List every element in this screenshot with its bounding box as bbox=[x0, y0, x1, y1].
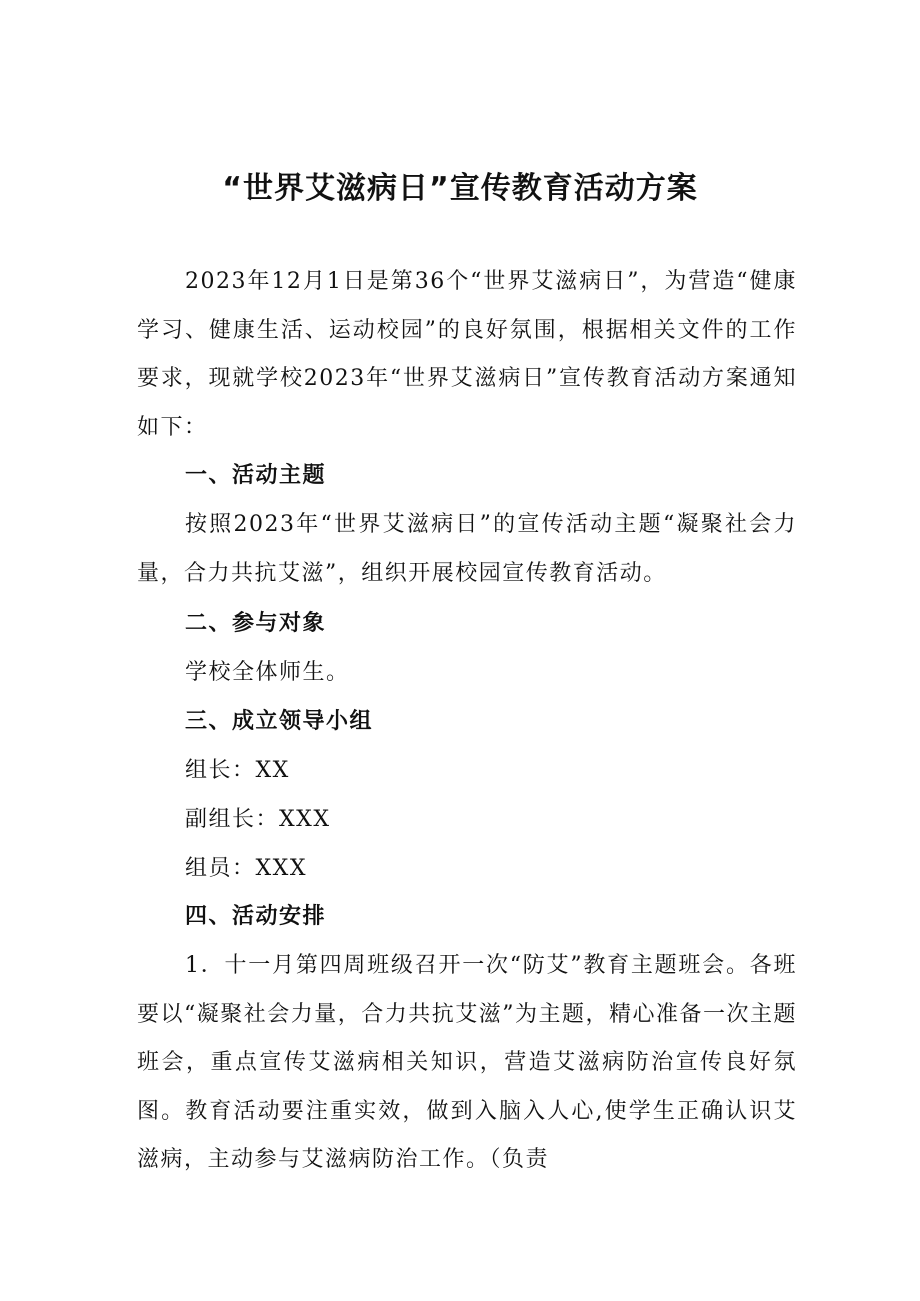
intro-paragraph: 2023年12月1日是第36个“世界艾滋病日”，为营造“健康学习、健康生活、运动校园”的良好氛围，根据相关文件的工作要求，现就学校2023年“世界艾滋病日”宣传教育活动方案通知如下： bbox=[137, 269, 797, 440]
deputy-leader-line: 副组长：XXX bbox=[185, 807, 331, 832]
section-heading-schedule: 四、活动安排 bbox=[185, 904, 327, 929]
section-heading-participants: 二、参与对象 bbox=[185, 611, 327, 636]
document-title: “世界艾滋病日”宣传教育活动方案 bbox=[222, 171, 698, 206]
schedule-item-1: 1．十一月第四周班级召开一次“防艾”教育主题班会。各班要以“凝聚社会力量，合力共抗艾滋”为主题，精心准备一次主题班会，重点宣传艾滋病相关知识，营造艾滋病防治宣传良好氛图。教育活动要注重实效，做到入脑入人心,使学生正确认识艾滋病，主动参与艾滋病防治工作。（负责 bbox=[137, 953, 797, 1173]
section-heading-theme: 一、活动主题 bbox=[185, 463, 327, 488]
participants-text: 学校全体师生。 bbox=[185, 660, 350, 685]
section-heading-leadership: 三、成立领导小组 bbox=[185, 709, 374, 734]
leader-line: 组长：XX bbox=[185, 758, 290, 783]
theme-paragraph: 按照2023年“世界艾滋病日”的宣传活动主题“凝聚社会力量，合力共抗艾滋”，组织开展校园宣传教育活动。 bbox=[137, 512, 797, 586]
members-line: 组员：XXX bbox=[185, 856, 307, 881]
